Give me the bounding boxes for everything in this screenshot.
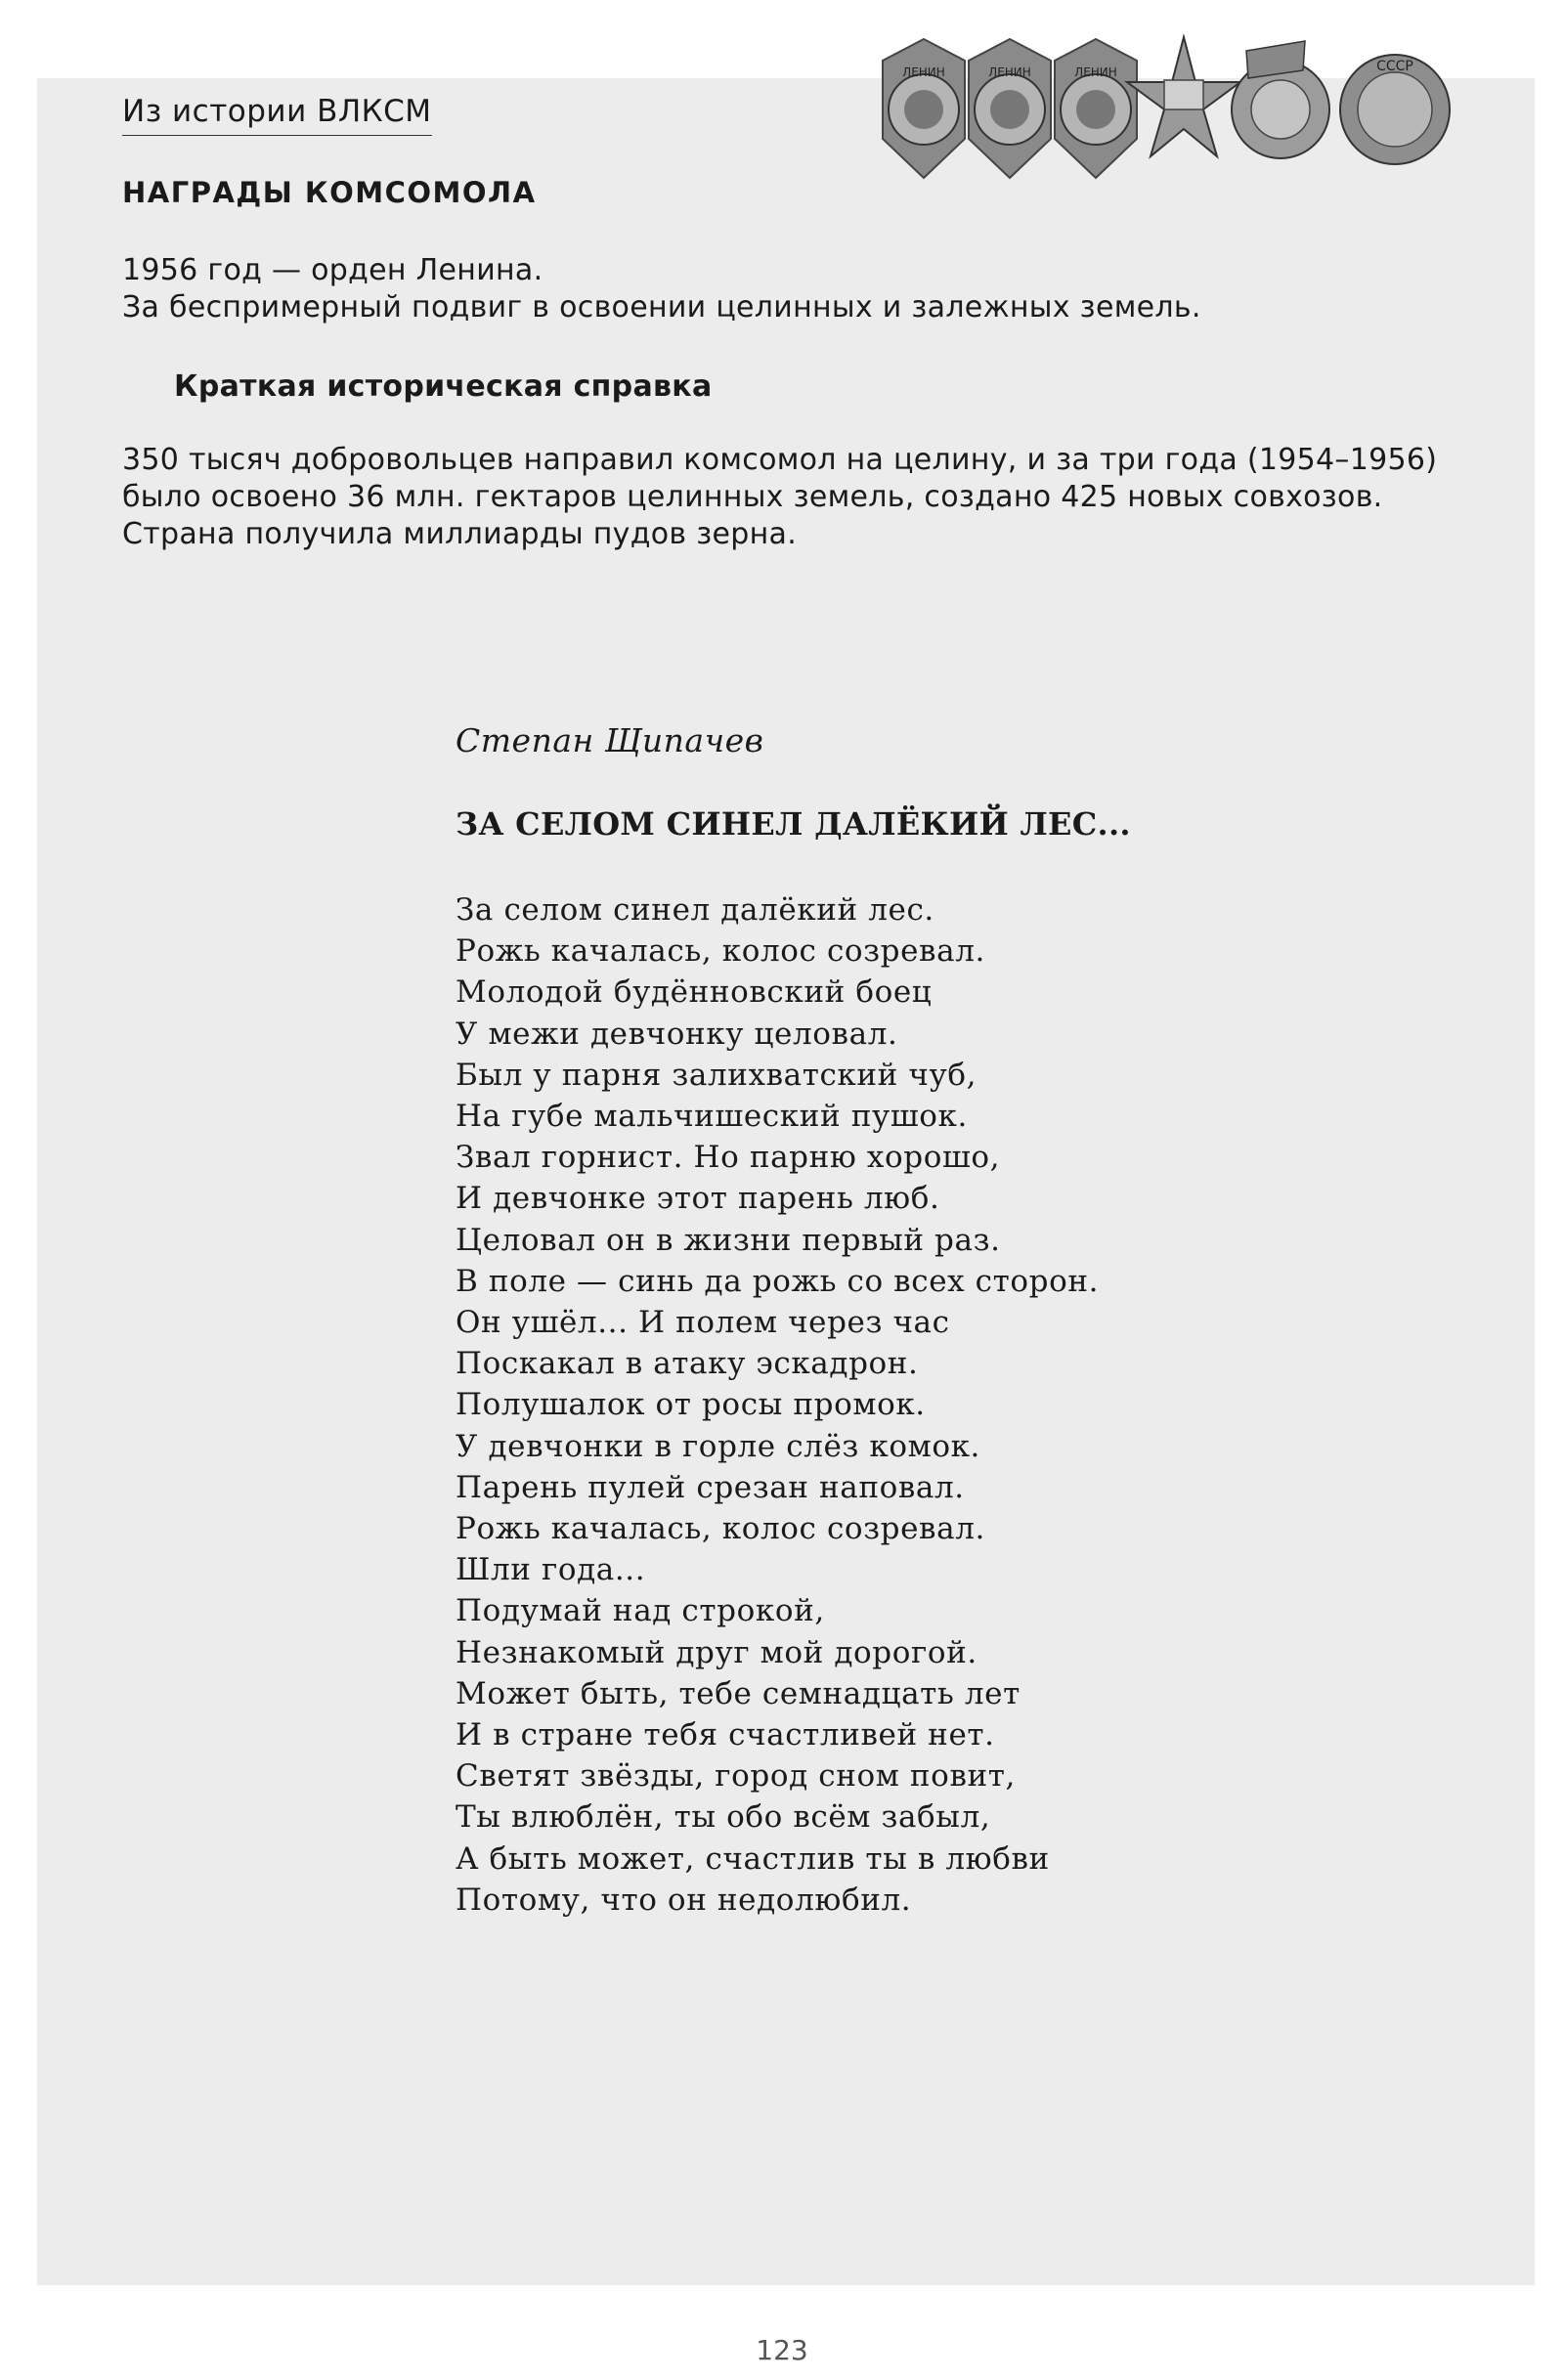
poem-line: Светят звёзды, город сном повит, (456, 1758, 1016, 1795)
poem-line: Был у парня залихватский чуб, (456, 1057, 978, 1093)
medal-label: ЛЕНИН (902, 65, 945, 79)
note-line: Страна получила миллиарды пудов зерна. (122, 517, 798, 551)
red-banner-order-icon (1232, 41, 1329, 158)
poem-line: Подумай над строкой, (456, 1593, 825, 1629)
poem-line: Может быть, тебе семнадцать лет (456, 1675, 1021, 1711)
award-text (122, 252, 1201, 326)
poem-line: У межи девчонку целовал. (456, 1016, 898, 1052)
poem-line: Ты влюблён, ты обо всём забыл, (456, 1799, 991, 1836)
medal-label: ЛЕНИН (1074, 65, 1117, 79)
poem-title: ЗА СЕЛОМ СИНЕЛ ДАЛЁКИЙ ЛЕС... (456, 805, 1131, 843)
poem-line: Потому, что он недолюбил. (456, 1882, 912, 1918)
poem-line: Он ушёл... И полем через час (456, 1305, 950, 1341)
poem-line: Шли года... (456, 1552, 646, 1588)
poem-line: Молодой будённовский боец (456, 974, 933, 1011)
poem-line: Полушалок от росы промок. (456, 1387, 926, 1423)
award-line: За беспримерный подвиг в освоении целинных и залежных земель. (122, 290, 1201, 325)
poem-line: За селом синел далёкий лес. (456, 892, 934, 928)
page-number: 123 (756, 2334, 808, 2366)
medal-label: СССР (1376, 59, 1413, 74)
lenin-order-icon (969, 39, 1051, 178)
poem-line: Звал горнист. Но парню хорошо, (456, 1140, 1001, 1176)
poem-line: Рожь качалась, колос созревал. (456, 1511, 985, 1547)
page-heading: НАГРАДЫ КОМСОМОЛА (122, 176, 537, 209)
poem-line: У девчонки в горле слёз комок. (456, 1428, 981, 1464)
poem-body (456, 889, 1099, 1921)
poem-line: И девчонке этот парень люб. (456, 1181, 940, 1217)
poem-line: Незнакомый друг мой дорогой. (456, 1634, 978, 1670)
poem-line: В поле — синь да рожь со всех сторон. (456, 1263, 1100, 1299)
note-line: было освоено 36 млн. гектаров целинных земель, создано 425 новых совхозов. (122, 480, 1383, 514)
poem-line: Поскакал в атаку эскадрон. (456, 1346, 919, 1382)
ussr-order-icon (1340, 55, 1450, 164)
lenin-order-icon (883, 39, 965, 178)
poem-line: На губе мальчишеский пушок. (456, 1099, 968, 1135)
poem-author: Степан Щипачев (456, 721, 764, 759)
note-line: 350 тысяч добровольцев направил комсомол на целину, и за три года (1954–1956) (122, 443, 1438, 477)
poem-line: Рожь качалась, колос созревал. (456, 933, 985, 970)
medal-label: ЛЕНИН (988, 65, 1031, 79)
red-star-order-icon (1127, 37, 1240, 156)
poem-line: А быть может, счастлив ты в любви (456, 1840, 1050, 1877)
section-title: Из истории ВЛКСМ (122, 94, 432, 136)
poem-line: Парень пулей срезан наповал. (456, 1469, 965, 1505)
note-title: Краткая историческая справка (174, 369, 713, 404)
poem-line: И в стране тебя счастливей нет. (456, 1717, 995, 1753)
lenin-order-icon (1055, 39, 1137, 178)
poem-line: Целовал он в жизни первый раз. (456, 1222, 1001, 1258)
medals-strip (875, 31, 1461, 188)
note-text (122, 442, 1437, 553)
award-line: 1956 год — орден Ленина. (122, 253, 543, 287)
